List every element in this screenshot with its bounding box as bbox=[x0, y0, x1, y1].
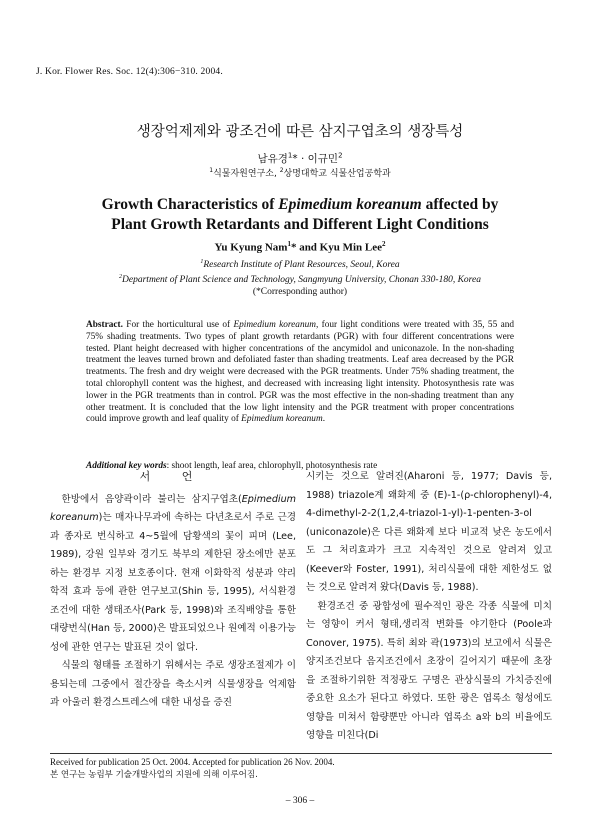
korean-affil-2-sup: 2 bbox=[279, 167, 284, 174]
abstract-label: Abstract. bbox=[86, 320, 123, 330]
abstract-species-1: Epimedium koreanum bbox=[233, 320, 316, 330]
body-text: 한방에서 음양곽이라 불리는 삼지구엽초( bbox=[61, 493, 242, 505]
english-author-1-sup: 1 bbox=[287, 240, 291, 248]
english-title-line2: Plant Growth Retardants and Different Light Conditions bbox=[111, 216, 489, 233]
korean-authors bbox=[0, 151, 600, 166]
english-author-separator: * and Kyu Min Lee bbox=[290, 241, 383, 254]
keywords-label: Additional key words bbox=[86, 461, 167, 471]
keywords-list: : shoot length, leaf area, chlorophyll, photosynthesis rate bbox=[166, 461, 378, 471]
body-text: )는 매자나무과에 속하는 다년초로서 주로 근경과 종자로 번식하고 4~5월에 담황색의 꽃이 피며 (Lee, 1989), 강원 일부와 경기도 북부의 제한된 장소에만 분포하는 환경부 지정 보호종이다. 현재 이화학적 성분과 약리학적 효과 등에 관한 연구보고(Shin 등, 1995), 서식환경조건에 대한 생태조사(Park 등, 1998)와 조직배양을 통한 대량번식(Han 등, 2000)은 발표되었으나 원예적 이용가능성에 관한 연구는 발표된 것이 없다. bbox=[50, 512, 296, 653]
english-affil-1-sup: 1 bbox=[200, 259, 204, 265]
korean-affiliations bbox=[0, 166, 600, 179]
body-paragraph: 환경조건 중 광합성에 필수적인 광은 각종 식물에 미치는 영향이 커서 형태,생리적 변화를 야기한다 (Poole과 Conover, 1975). 특히 최와 곽(1973)의 보고에서 식물은 양지조건보다 음지조건에서 초장이 길어지기 때문에 초장을 조절하기위한 적정광도 구명은 관상식물의 가치증진에 중요한 요소가 된다고 하였다. 또한 광은 엽록소 형성에도 영향을 미쳐서 함량뿐만 아니라 엽록소 a와 b의 비율에도 영향을 미친다(Di bbox=[306, 600, 552, 741]
english-affil-1-line bbox=[0, 256, 600, 271]
abstract bbox=[86, 320, 514, 426]
korean-author-1: 남유경 bbox=[257, 153, 288, 165]
footnote-received: Received for publication 25 Oct. 2004. Accepted for publication 26 Nov. 2004. bbox=[50, 757, 335, 767]
abstract-text-3: . bbox=[322, 414, 326, 425]
english-title bbox=[0, 195, 600, 235]
english-authors bbox=[0, 240, 600, 254]
body-column-right bbox=[306, 468, 552, 746]
english-title-pre: Growth Characteristics of bbox=[101, 196, 279, 213]
english-affiliations bbox=[0, 256, 600, 298]
korean-author-1-sup: 1 bbox=[287, 151, 293, 160]
korean-author-2-sup: 2 bbox=[338, 151, 343, 160]
body-paragraph bbox=[50, 491, 296, 658]
abstract-text-1: For the horticultural use of bbox=[122, 320, 234, 330]
english-title-species: Epimedium koreanum bbox=[278, 196, 422, 213]
abstract-text-2: , four light conditions were treated with 35, 55 and 75% shading treatments. Two types of plant growth retardants (PGR) with four different concentrations were tested. Plant height decreased with higher concentrations of the ancymidol and uniconazole. In the non-shading treatment the leaves turned brown and defoliated faster than shading treatments. Leaf area decreased by the PGR treatments. The fresh and dry weight were decreased with the PGR treatments. Under 75% shading treatment, the total chlorophyll content was the highest, and decreased with increasing light intensity. Photosynthesis rate was lower in the PGR treatments than in control. PGR was the most effective in the non-shading treatment than any other treatment. It is concluded that the low light intensity and the PGR treatment with proper concentrations could improve growth and leaf quality of bbox=[86, 320, 515, 425]
english-author-1: Yu Kyung Nam bbox=[214, 241, 288, 254]
english-affil-2-sup: 2 bbox=[119, 274, 123, 281]
english-affil-2-line bbox=[0, 271, 600, 286]
section-heading: 서 언 bbox=[139, 470, 207, 483]
korean-affil-1: 식물자원연구소, bbox=[213, 169, 280, 179]
body-paragraph: 시키는 것으로 알려진(Aharoni 등, 1977; Davis 등, 1988) triazole계 왜화제 중 (E)-1-(ρ-chlorophenyl)-4, 4-dimethyl-2-2(1,2,4-triazol-1-yl)-1-penten-3-ol (uniconazole)은 다른 왜화제 보다 비교적 낮은 농도에서도 그 처리효과가 크고 지속적인 것으로 알려져 있고(Keever와 Foster, 1991), 처리식물에 대한 제한성도 없는 것으로 알려져 왔다(Davis 등, 1988). bbox=[306, 471, 552, 593]
footnote-funding: 본 연구는 농림부 기술개발사업의 지원에 의해 이루어짐. bbox=[50, 769, 258, 780]
page-number: – 306 – bbox=[285, 796, 315, 806]
korean-author-separator: * · 이규민 bbox=[292, 153, 339, 165]
korean-affil-2: 상명대학교 식물산업공학과 bbox=[283, 169, 391, 179]
english-title-post: affected by bbox=[421, 196, 499, 213]
journal-header: J. Kor. Flower Res. Soc. 12(4):306−310. 2004. bbox=[36, 67, 223, 77]
footnote-divider bbox=[50, 753, 552, 754]
body-species: Epimedium koreanum bbox=[50, 493, 296, 523]
english-affil-1: Research Institute of Plant Resources, Seoul, Korea bbox=[203, 260, 400, 271]
abstract-species-2: Epimedium koreanum bbox=[241, 414, 323, 425]
english-author-2-sup: 2 bbox=[382, 240, 386, 248]
body-paragraph: 식물의 형태를 조절하기 위해서는 주로 생장조절제가 이용되는데 그중에서 절간장을 축소시켜 식물생장을 억제함과 아울러 환경스트레스에 대한 내성을 증진 bbox=[50, 660, 296, 708]
korean-title: 생장억제제와 광조건에 따른 삼지구엽초의 생장특성 bbox=[136, 124, 464, 140]
footnote bbox=[50, 756, 552, 781]
english-affil-2: Department of Plant Science and Technology, Sangmyung University, Chonan 330-180, Korea bbox=[122, 275, 481, 286]
body-column-left bbox=[50, 468, 296, 713]
corresponding-author-note: (*Corresponding author) bbox=[252, 287, 348, 298]
korean-affil-1-sup: 1 bbox=[209, 167, 214, 174]
